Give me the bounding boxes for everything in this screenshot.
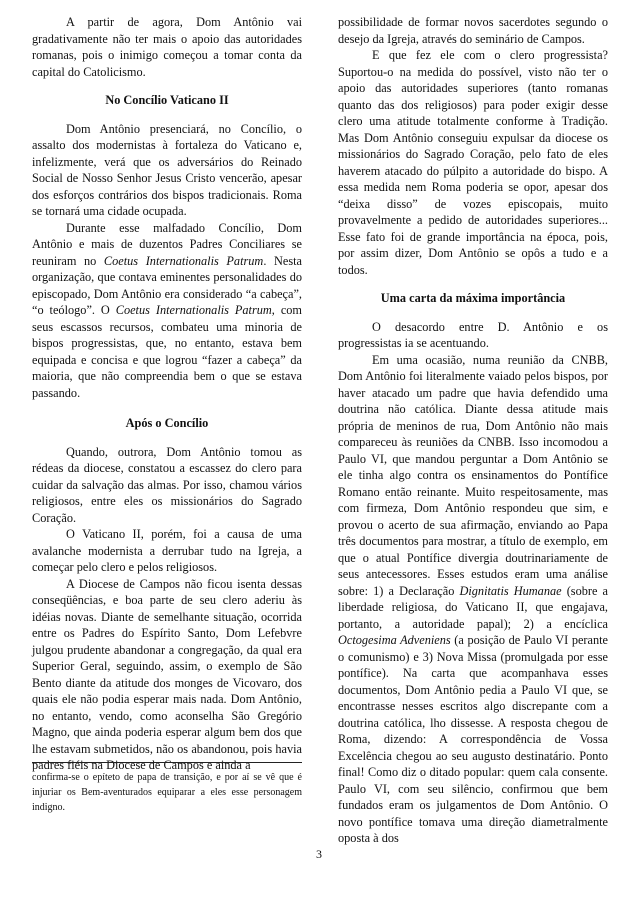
section-heading-vaticano: No Concílio Vaticano II bbox=[105, 93, 229, 107]
text-span: Em uma ocasião, numa reunião da CNBB, Dom Antônio foi literalmente vaiado pelos bispos, por haver atacado um padre que havia defendido uma doutrina não católica. Diante dessa atitude mais própria de meninos de rua, Dom Antônio não mais compareceu às reuniões da CNBB. Isso incomodou a Paulo VI, que mandou perguntar a Dom Antônio se ele tinha algo contra os ensinamentos do Pontífice Romano então reinante. Muito respeitosamente, mas com firmeza, Dom Antônio respondeu que sim, e provou o acerto de sua afirmação, enviando ao Papa três documentos para mostrar, a título de exemplo, em que o atual Pontífice divergia doutrinariamente de seus antecessores. Esses estudos eram uma análise sobre: 1) a Declaração bbox=[338, 352, 608, 598]
paragraph: Dom Antônio presenciará, no Concílio, o assalto dos modernistas à fortaleza do Vaticano e, infelizmente, verá que os adversários do Reinado Social de Nosso Senhor Jesus Cristo vencerão, apesar dos esforços contrários dos bispos tradicionais. Roma se tornará uma cidade ocupada. bbox=[32, 121, 302, 218]
italic-term: Coetus Internationalis Patrum bbox=[103, 253, 264, 268]
section-heading-carta: Uma carta da máxima importância bbox=[380, 291, 566, 305]
paragraph-cnbb bbox=[338, 352, 608, 847]
paragraph: Quando, outrora, Dom Antônio tomou as rédeas da diocese, constatou a escassez do clero para cuidar da salvação das almas. Por isso, chamou vários religiosos, entre eles os missionários do Sagrado Coração. bbox=[32, 444, 302, 525]
paragraph: E que fez ele com o clero progressista? Suportou-o na medida do possível, visto não ter o apoio das autoridades superiores (tanto romanas quanto das dos religiosos) para poder exigir desse clero uma atitude totalmente conforme à Tradição. Mas Dom Antônio conseguiu expulsar da diocese os missionários do Sagrado Coração, pelo fato de eles haverem atacado do púlpito a autoridade do bispo. A essa medida nem Roma poderia se opor, apesar dos “deixa disso” de vozes episcopais, muito provavelmente a pedido de autoridades superiores... Esse fato foi de grande importância na época, pois, por assim dizer, Dom Antônio se opôs a tudo e a todos. bbox=[338, 48, 608, 277]
text-span: . Nesta organização, que contava eminentes personalidades do episcopado, Dom Antônio era considerado “a cabeça”, “o teólogo”. O bbox=[32, 253, 302, 317]
paragraph: O desacordo entre D. Antônio e os progressistas ia se acentuando. bbox=[338, 319, 608, 350]
footnote: confirma-se o epíteto de papa de transição, e por aí se vê que é injuriar os Bem-aventurados equiparar a eles esse personagem indigno. bbox=[32, 772, 302, 813]
paragraph: A partir de agora, Dom Antônio vai gradativamente não ter mais o apoio das autoridades romanas, pois o inimigo começou a tomar conta da capital do Catolicismo. bbox=[32, 15, 302, 79]
paragraph: possibilidade de formar novos sacerdotes segundo o desejo da Igreja, através do seminário de Campos. bbox=[338, 15, 608, 46]
italic-term: Octogesima Adveniens bbox=[338, 633, 451, 647]
page-number: 3 bbox=[316, 847, 322, 861]
text-span: (sobre a liberdade religiosa, do Vaticano II, que engajava, portanto, a autoridade papal); 2) a encíclica bbox=[338, 583, 608, 631]
left-column bbox=[32, 14, 302, 774]
footnote-divider bbox=[32, 762, 302, 763]
text-span: Durante esse malfadado Concílio, Dom Antônio e mais de duzentos Padres Conciliares se reuniram no bbox=[32, 220, 302, 268]
right-column bbox=[338, 14, 608, 847]
text-span: (a posição de Paulo VI perante o comunismo) e 3) Nova Missa (promulgada por esse pontífice). Na carta que acompanhava esses documentos, Dom Antônio pedia a Paulo VI que, se encontrasse nesses escritos algo discrepante com a doutrina católica, lho dissesse. A resposta chegou de Roma, dizendo: A correspondência de Vossa Excelência chegou ao seu augusto destinatário. Ponto final! Como diz o ditado popular: quem cala consente. Paulo VI, com seu silêncio, confirmou que bem fundados eram os julgamentos de Dom Antônio. O novo pontífice tomava uma direção diametralmente oposta à dos bbox=[338, 633, 608, 845]
text-span: , com seus escassos recursos, combateu uma minoria de bispos progressistas, que, no entanto, estava bem equipada e concisa e que logrou “fazer a cabeça” da maioria, que não compreendia bem o que se estava passando. bbox=[32, 303, 302, 400]
paragraph: O Vaticano II, porém, foi a causa de uma avalanche modernista a derrubar tudo na Igreja, a começar pelo clero e pelos religiosos. bbox=[32, 527, 302, 574]
italic-term: Dignitatis Humanae bbox=[459, 583, 562, 598]
paragraph: A Diocese de Campos não ficou isenta dessas conseqüências, e boa parte de seu clero aderiu às idéias novas. Diante de semelhante situação, ocorrida entre os Padres do Espírito Santo, Dom Lefebvre julgou prudente abandonar a congregação, da qual era Superior Geral, seguindo, assim, o exemplo de São Bento diante da atitude dos monges de Vicovaro, dos quais ele não podia esperar mais nada. Dom Antônio, no entanto, vendo, como aconselha São Gregório Magno, que ainda poderia esperar algum bem dos que lhe estavam submetidos, não os abandonou, pois havia padres fiéis na Diocese de Campos e ainda a bbox=[32, 576, 302, 772]
italic-term: Coetus Internationalis Patrum bbox=[115, 303, 272, 317]
section-heading-apos-concilio: Após o Concílio bbox=[125, 416, 209, 430]
paragraph-coetus bbox=[32, 220, 302, 402]
